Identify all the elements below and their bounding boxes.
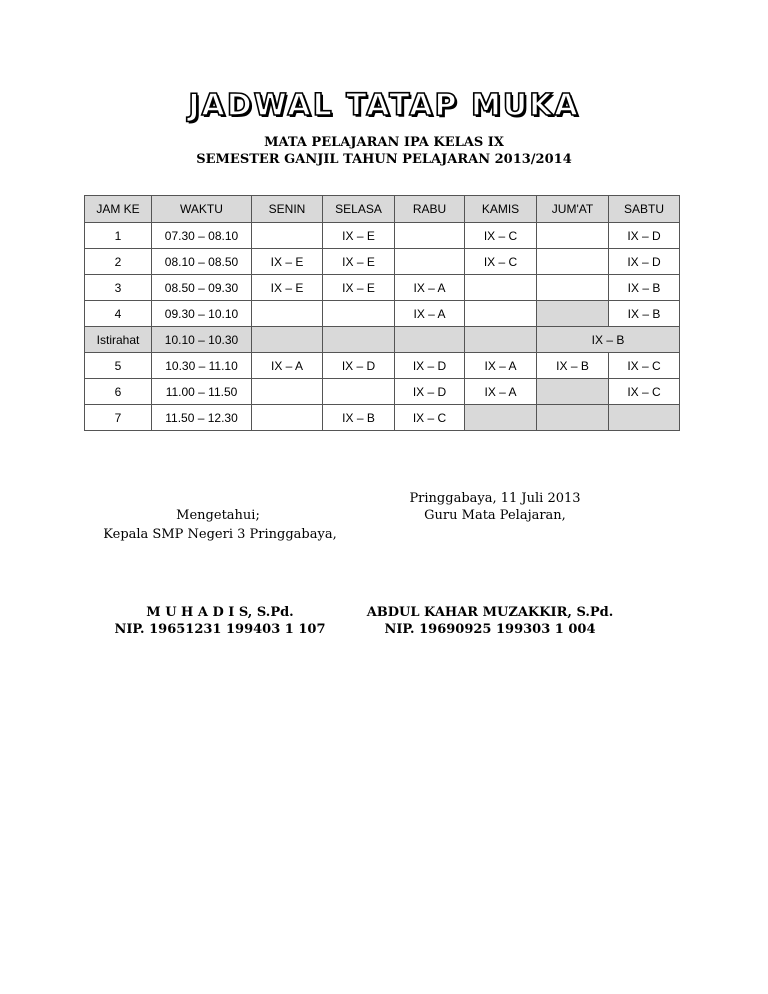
table-cell: IX – E xyxy=(323,275,395,301)
table-cell: 09.30 – 10.10 xyxy=(152,301,252,327)
table-cell: 4 xyxy=(85,301,152,327)
column-header: KAMIS xyxy=(465,196,537,223)
table-row xyxy=(85,249,680,275)
table-cell: 1 xyxy=(85,223,152,249)
subtitle-subject: MATA PELAJARAN IPA KELAS IX xyxy=(264,135,504,150)
table-cell xyxy=(395,223,465,249)
table-cell xyxy=(537,301,609,327)
table-row xyxy=(85,301,680,327)
table-cell: 11.50 – 12.30 xyxy=(152,405,252,431)
table-cell: 08.10 – 08.50 xyxy=(152,249,252,275)
table-cell: IX – D xyxy=(395,353,465,379)
column-header: WAKTU xyxy=(152,196,252,223)
table-cell: IX – E xyxy=(323,223,395,249)
left-role-label: Mengetahui; xyxy=(176,508,260,523)
table-cell: IX – D xyxy=(609,249,680,275)
table-cell xyxy=(609,405,680,431)
table-cell: IX – E xyxy=(252,249,323,275)
column-header: JUM'AT xyxy=(537,196,609,223)
table-row xyxy=(85,379,680,405)
table-cell: IX – A xyxy=(465,353,537,379)
table-cell: IX – D xyxy=(609,223,680,249)
table-cell: IX – C xyxy=(465,223,537,249)
right-signatory-name: ABDUL KAHAR MUZAKKIR, S.Pd. xyxy=(366,605,614,620)
table-cell xyxy=(323,327,395,353)
table-cell xyxy=(537,379,609,405)
right-signatory-nip: NIP. 19690925 199303 1 004 xyxy=(384,622,596,637)
table-cell: IX – B xyxy=(323,405,395,431)
table-row xyxy=(85,223,680,249)
table-cell: IX – A xyxy=(395,275,465,301)
column-header: SENIN xyxy=(252,196,323,223)
table-cell xyxy=(465,301,537,327)
table-cell xyxy=(323,301,395,327)
table-cell: 3 xyxy=(85,275,152,301)
table-cell xyxy=(395,249,465,275)
column-header: JAM KE xyxy=(85,196,152,223)
table-cell: IX – B xyxy=(609,275,680,301)
table-cell: IX – E xyxy=(252,275,323,301)
column-header: SELASA xyxy=(323,196,395,223)
subtitle-semester: SEMESTER GANJIL TAHUN PELAJARAN 2013/2014 xyxy=(196,152,572,167)
left-signatory-name: M U H A D I S, S.Pd. xyxy=(146,605,294,620)
table-cell: 6 xyxy=(85,379,152,405)
table-cell xyxy=(252,379,323,405)
table-cell: IX – A xyxy=(252,353,323,379)
table-cell xyxy=(395,327,465,353)
table-cell: IX – A xyxy=(395,301,465,327)
table-cell: 10.30 – 11.10 xyxy=(152,353,252,379)
table-cell xyxy=(252,301,323,327)
table-cell: IX – B xyxy=(609,301,680,327)
left-institution-label: Kepala SMP Negeri 3 Pringgabaya, xyxy=(103,527,337,542)
table-cell: 07.30 – 08.10 xyxy=(152,223,252,249)
table-row xyxy=(85,405,680,431)
table-cell: IX – C xyxy=(465,249,537,275)
place-date: Pringgabaya, 11 Juli 2013 xyxy=(409,491,581,506)
table-cell: IX – B xyxy=(537,327,680,353)
table-cell: IX – C xyxy=(609,379,680,405)
left-signatory-nip: NIP. 19651231 199403 1 107 xyxy=(114,622,326,637)
table-header-row xyxy=(85,196,680,223)
table-cell xyxy=(252,223,323,249)
table-cell: IX – C xyxy=(395,405,465,431)
table-cell: 08.50 – 09.30 xyxy=(152,275,252,301)
table-cell: 10.10 – 10.30 xyxy=(152,327,252,353)
table-cell: 5 xyxy=(85,353,152,379)
page-title: JADWAL TATAP MUKA xyxy=(188,88,580,123)
table-row-break xyxy=(85,327,680,353)
table-cell xyxy=(537,249,609,275)
table-row xyxy=(85,353,680,379)
column-header: SABTU xyxy=(609,196,680,223)
table-cell xyxy=(465,405,537,431)
table-cell: 7 xyxy=(85,405,152,431)
table-cell: Istirahat xyxy=(85,327,152,353)
table-cell xyxy=(323,379,395,405)
table-cell xyxy=(537,223,609,249)
table-cell: IX – E xyxy=(323,249,395,275)
table-cell: IX – A xyxy=(465,379,537,405)
table-cell: IX – D xyxy=(395,379,465,405)
table-cell: IX – B xyxy=(537,353,609,379)
table-cell xyxy=(537,405,609,431)
schedule-table xyxy=(84,195,680,431)
table-cell xyxy=(537,275,609,301)
table-row xyxy=(85,275,680,301)
table-cell: IX – D xyxy=(323,353,395,379)
table-cell xyxy=(252,405,323,431)
table-cell: IX – C xyxy=(609,353,680,379)
table-cell xyxy=(465,275,537,301)
column-header: RABU xyxy=(395,196,465,223)
table-cell xyxy=(252,327,323,353)
table-cell: 2 xyxy=(85,249,152,275)
right-role-label: Guru Mata Pelajaran, xyxy=(424,508,566,523)
table-cell xyxy=(465,327,537,353)
table-cell: 11.00 – 11.50 xyxy=(152,379,252,405)
